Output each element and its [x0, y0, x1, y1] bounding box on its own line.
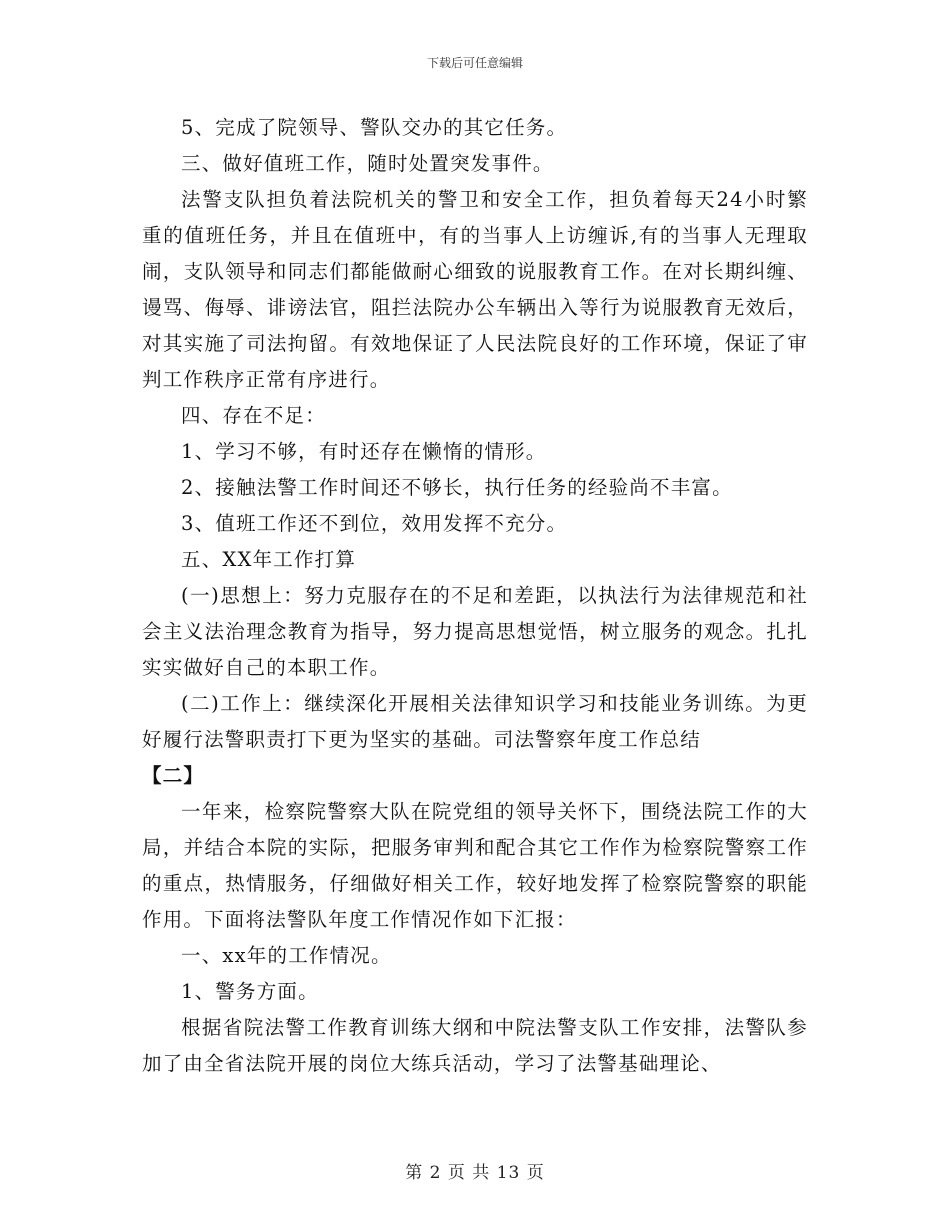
- paragraph-task-5: 5、完成了院领导、警队交办的其它任务。: [181, 116, 568, 139]
- document-body: [142, 110, 808, 1082]
- heading-part-two: 【二】: [142, 764, 205, 787]
- paragraph-plan-thought: (一)思想上：努力克服存在的不足和差距，以执法行为法律规范和社会主义法治理念教育为指导，努力提高思想觉悟，树立服务的观念。扎扎实实做好自己的本职工作。: [142, 584, 808, 679]
- page-header: 下载后可任意编辑: [426, 56, 523, 70]
- paragraph-intro: 一年来，检察院警察大队在院党组的领导关怀下，围绕法院工作的大局，并结合本院的实际，把服务审判和配合其它工作作为检察院警察工作的重点，热情服务，仔细做好相关工作，较好地发挥了检察院警察的职能作用。下面将法警队年度工作情况作如下汇报：: [142, 800, 808, 931]
- heading-section-3: 三、做好值班工作，随时处置突发事件。: [181, 152, 554, 175]
- paragraph-shortcoming-1: 1、学习不够，有时还存在懒惰的情形。: [181, 440, 547, 463]
- paragraph-plan-work: (二)工作上：继续深化开展相关法律知识学习和技能业务训练。为更好履行法警职责打下更为坚实的基础。司法警察年度工作总结: [142, 692, 808, 751]
- paragraph-duty-work: 法警支队担负着法院机关的警卫和安全工作，担负着每天24小时繁重的值班任务，并且在值班中，有的当事人上访缠诉,有的当事人无理取闹，支队领导和同志们都能做耐心细致的说服教育工作。在对长期纠缠、谩骂、侮辱、诽谤法官，阻拦法院办公车辆出入等行为说服教育无效后，对其实施了司法拘留。有效地保证了人民法院良好的工作环境，保证了审判工作秩序正常有序进行。: [142, 188, 808, 391]
- paragraph-shortcoming-2: 2、接触法警工作时间还不够长，执行任务的经验尚不丰富。: [181, 476, 733, 499]
- paragraph-shortcoming-3: 3、值班工作还不到位，效用发挥不充分。: [181, 512, 568, 535]
- heading-section-5: 五、XX年工作打算: [181, 548, 357, 571]
- page-footer: 第 2 页 共 13 页: [405, 1163, 545, 1183]
- heading-section-4: 四、存在不足：: [181, 404, 326, 427]
- paragraph-training: 根据省院法警工作教育训练大纲和中院法警支队工作安排，法警队参加了由全省法院开展的岗位大练兵活动，学习了法警基础理论、: [142, 1016, 808, 1075]
- heading-work-status: 一、xx年的工作情况。: [181, 944, 392, 967]
- heading-police-affairs: 1、警务方面。: [181, 980, 319, 1003]
